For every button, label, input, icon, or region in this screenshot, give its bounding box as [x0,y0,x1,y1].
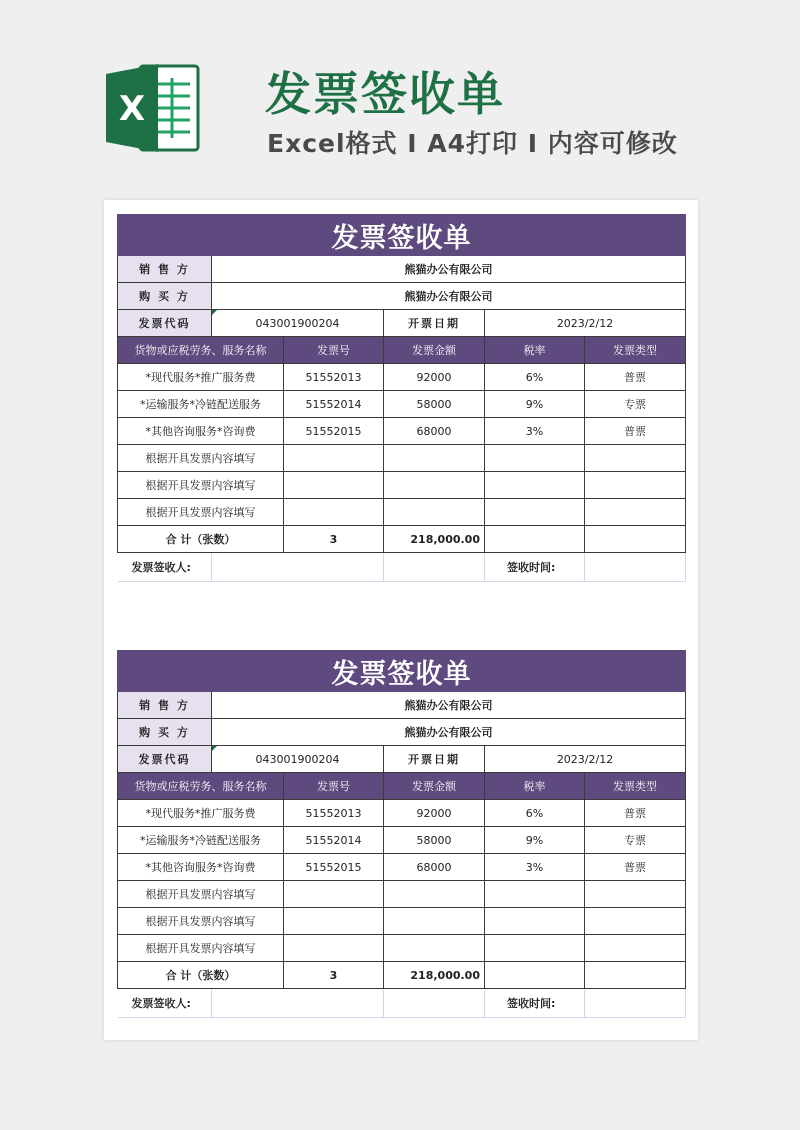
seller-label: 销 售 方 [118,692,212,719]
date-value[interactable]: 2023/2/12 [485,746,686,773]
invoice-type[interactable]: 普票 [585,418,686,445]
invoice-amount[interactable] [384,881,485,908]
buyer-value[interactable]: 熊猫办公有限公司 [212,719,686,746]
invoice-number[interactable] [284,499,384,526]
total-count[interactable]: 3 [284,526,384,553]
seller-row [118,256,686,283]
item-name[interactable]: *现代服务*推广服务费 [118,364,284,391]
seller-label: 销 售 方 [118,256,212,283]
invoice-number[interactable]: 51552015 [284,418,384,445]
seller-row [118,692,686,719]
receipt-table [117,650,686,1018]
total-label: 合 计（张数） [118,526,284,553]
invoice-number[interactable]: 51552014 [284,391,384,418]
total-blank[interactable] [585,526,686,553]
col-header-name: 货物或应税劳务、服务名称 [118,337,284,364]
invoice-amount[interactable] [384,935,485,962]
table-row [118,391,686,418]
table-row [118,908,686,935]
form-title: 发票签收单 [118,651,686,692]
tax-rate[interactable] [485,908,585,935]
total-amount[interactable]: 218,000.00 [384,526,485,553]
column-header-row [118,337,686,364]
col-header-amount: 发票金额 [384,337,485,364]
invoice-type[interactable] [585,472,686,499]
invoice-number[interactable]: 51552013 [284,800,384,827]
invoice-type[interactable]: 专票 [585,391,686,418]
sign-time-label: 签收时间: [485,989,585,1018]
receipt-form-2 [117,650,685,1018]
total-row [118,962,686,989]
excel-logo-icon [104,60,202,156]
form-title: 发票签收单 [118,215,686,256]
invoice-type[interactable] [585,881,686,908]
invoice-amount[interactable]: 92000 [384,364,485,391]
invoice-amount[interactable] [384,472,485,499]
item-name[interactable]: *运输服务*冷链配送服务 [118,827,284,854]
seller-value[interactable]: 熊猫办公有限公司 [212,692,686,719]
code-value[interactable]: 043001900204 [212,310,384,337]
total-blank[interactable] [485,962,585,989]
date-label: 开票日期 [384,310,485,337]
tax-rate[interactable]: 6% [485,364,585,391]
banner [0,0,800,200]
paper-sheet [104,200,698,1040]
signer-label: 发票签收人: [118,989,212,1018]
code-date-row [118,746,686,773]
table-row [118,418,686,445]
total-blank[interactable] [485,526,585,553]
receipt-form-1 [117,214,685,582]
tax-rate[interactable]: 3% [485,418,585,445]
invoice-type[interactable]: 专票 [585,827,686,854]
code-label: 发票代码 [118,746,212,773]
table-row [118,881,686,908]
item-name[interactable]: *其他咨询服务*咨询费 [118,854,284,881]
invoice-number[interactable] [284,445,384,472]
table-row [118,499,686,526]
invoice-type[interactable] [585,445,686,472]
item-name[interactable]: 根据开具发票内容填写 [118,472,284,499]
col-header-number: 发票号 [284,773,384,800]
invoice-amount[interactable]: 68000 [384,418,485,445]
page-subtitle: Excel格式 I A4打印 I 内容可修改 [267,129,678,158]
col-header-tax-rate: 税率 [485,337,585,364]
buyer-row [118,283,686,310]
item-name[interactable]: *现代服务*推广服务费 [118,800,284,827]
table-row [118,854,686,881]
invoice-amount[interactable]: 92000 [384,800,485,827]
invoice-type[interactable]: 普票 [585,854,686,881]
sign-time-field[interactable] [585,989,686,1018]
logo-letter: X [118,89,146,129]
code-label: 发票代码 [118,310,212,337]
invoice-amount[interactable]: 58000 [384,827,485,854]
signature-row [118,989,686,1018]
item-name[interactable]: 根据开具发票内容填写 [118,908,284,935]
invoice-number[interactable] [284,908,384,935]
table-row [118,472,686,499]
form-title-row [118,215,686,256]
invoice-type[interactable]: 普票 [585,364,686,391]
table-row [118,445,686,472]
total-label: 合 计（张数） [118,962,284,989]
invoice-amount[interactable] [384,499,485,526]
total-row [118,526,686,553]
tax-rate[interactable] [485,445,585,472]
signer-field[interactable] [212,989,384,1018]
tax-rate[interactable]: 9% [485,391,585,418]
seller-value[interactable]: 熊猫办公有限公司 [212,256,686,283]
item-name[interactable]: 根据开具发票内容填写 [118,935,284,962]
table-row [118,800,686,827]
table-row [118,827,686,854]
table-row [118,935,686,962]
invoice-number[interactable]: 51552014 [284,827,384,854]
total-blank[interactable] [585,962,686,989]
total-count[interactable]: 3 [284,962,384,989]
invoice-amount[interactable]: 68000 [384,854,485,881]
invoice-number[interactable] [284,881,384,908]
tax-rate[interactable] [485,935,585,962]
sign-time-label: 签收时间: [485,553,585,582]
invoice-number[interactable]: 51552013 [284,364,384,391]
invoice-amount[interactable]: 58000 [384,391,485,418]
form-title-row [118,651,686,692]
col-header-name: 货物或应税劳务、服务名称 [118,773,284,800]
date-label: 开票日期 [384,746,485,773]
invoice-type[interactable] [585,908,686,935]
receipt-table [117,214,686,582]
tax-rate[interactable] [485,499,585,526]
item-name[interactable]: 根据开具发票内容填写 [118,445,284,472]
col-header-amount: 发票金额 [384,773,485,800]
signature-row [118,553,686,582]
item-name[interactable]: *运输服务*冷链配送服务 [118,391,284,418]
code-value[interactable]: 043001900204 [212,746,384,773]
buyer-label: 购 买 方 [118,719,212,746]
col-header-number: 发票号 [284,337,384,364]
table-row [118,364,686,391]
page-title: 发票签收单 [265,67,505,121]
buyer-row [118,719,686,746]
col-header-type: 发票类型 [585,773,686,800]
buyer-label: 购 买 方 [118,283,212,310]
invoice-number[interactable] [284,935,384,962]
tax-rate[interactable] [485,472,585,499]
invoice-type[interactable] [585,499,686,526]
signer-label: 发票签收人: [118,553,212,582]
total-amount[interactable]: 218,000.00 [384,962,485,989]
item-name[interactable]: 根据开具发票内容填写 [118,499,284,526]
date-value[interactable]: 2023/2/12 [485,310,686,337]
invoice-number[interactable] [284,472,384,499]
tax-rate[interactable]: 6% [485,800,585,827]
invoice-type[interactable] [585,935,686,962]
col-header-type: 发票类型 [585,337,686,364]
sign-gap [384,553,485,582]
tax-rate[interactable] [485,881,585,908]
item-name[interactable]: *其他咨询服务*咨询费 [118,418,284,445]
col-header-tax-rate: 税率 [485,773,585,800]
invoice-number[interactable]: 51552015 [284,854,384,881]
invoice-amount[interactable] [384,908,485,935]
item-name[interactable]: 根据开具发票内容填写 [118,881,284,908]
invoice-amount[interactable] [384,445,485,472]
invoice-type[interactable]: 普票 [585,800,686,827]
tax-rate[interactable]: 9% [485,827,585,854]
sign-gap [384,989,485,1018]
code-date-row [118,310,686,337]
buyer-value[interactable]: 熊猫办公有限公司 [212,283,686,310]
column-header-row [118,773,686,800]
tax-rate[interactable]: 3% [485,854,585,881]
sign-time-field[interactable] [585,553,686,582]
signer-field[interactable] [212,553,384,582]
